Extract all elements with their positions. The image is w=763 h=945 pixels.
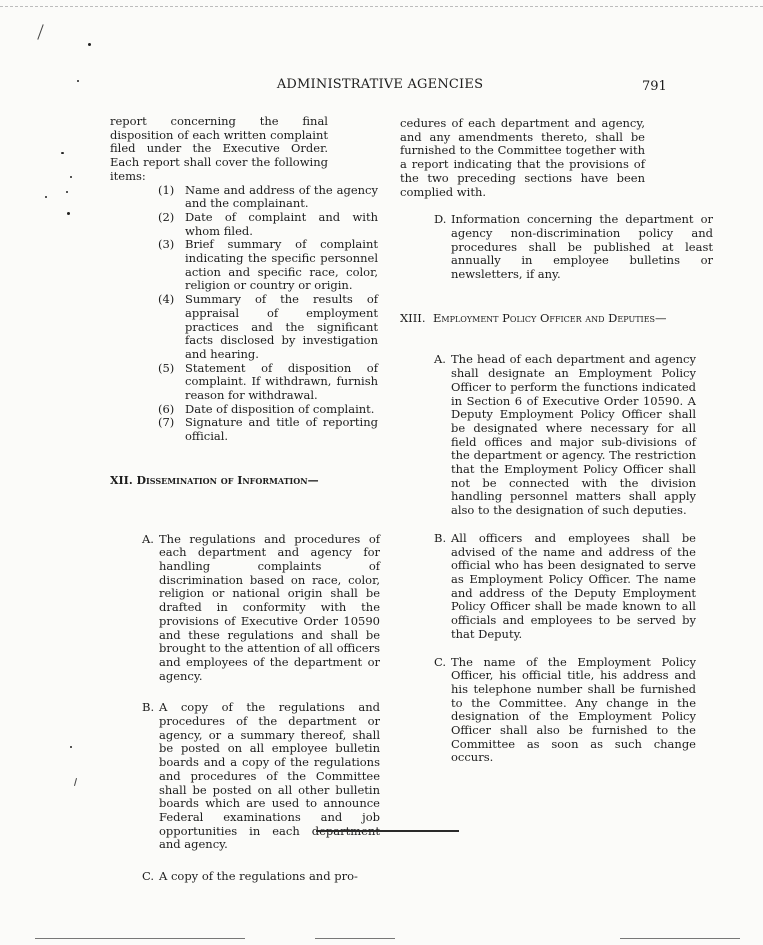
report-items-list <box>158 184 378 444</box>
scan-artifact <box>77 80 79 82</box>
bottom-scan-line <box>35 938 245 939</box>
list-item: (3) Brief summary of complaint indicating the specific personnel action and specific race, color, religion or country or origin. <box>158 237 378 293</box>
section-xii-item-b: B. A copy of the regulations and procedures of the department or agency, or a summary thereof, shall be posted on all employee bulletin boards and a copy of the regulations and procedures of the Committee shall be posted on all other bulletin boards which are used to announce Federal examinations and job opportunities in each department and agency. <box>142 700 380 852</box>
section-xii-item-d: D. Information concerning the department or agency non-discrimination policy and procedures shall be published at least annually in employee bulletins or newsletters, if any. <box>434 212 713 282</box>
page-number: 791 <box>642 79 667 94</box>
list-item: (6) Date of disposition of complaint. <box>158 401 375 416</box>
running-header: ADMINISTRATIVE AGENCIES <box>276 77 484 92</box>
scan-artifact <box>70 746 72 748</box>
report-intro-paragraph: report concerning the final disposition of each written complaint filed under the Executive Order. Each report shall cover the following items: <box>110 114 328 183</box>
list-item: (2) Date of complaint and with whom filed. <box>158 209 378 238</box>
scan-artifact <box>45 196 47 198</box>
top-dashed-edge <box>0 6 763 7</box>
continued-paragraph: cedures of each department and agency, and any amendments thereto, shall be furnished to the Committee together with a report indicating that the provisions of the two preceding sections have been complied with. <box>400 116 645 199</box>
section-xiii-items <box>434 353 696 765</box>
bottom-scan-line <box>315 938 395 939</box>
section-xii-item-c: C. A copy of the regulations and pro- <box>142 869 358 884</box>
list-item: (7) Signature and title of reporting official. <box>158 415 378 444</box>
scan-artifact <box>74 778 77 786</box>
list-item: (1) Name and address of the agency and the complainant. <box>158 182 378 211</box>
section-xiii-item-b: B. All officers and employees shall be advised of the name and address of the official who has been designated to serve as Employment Policy Officer. The name and address of the Deputy Employment Policy Officer shall be made known to all officials and employees to be served by that Deputy. <box>434 530 696 641</box>
section-xiii-item-a: A. The head of each department and agency shall designate an Employment Policy Officer to perform the functions indicated in Section 6 of Executive Order 10590. A Deputy Employment Policy Officer shall be designated where necessary for all field offices and major sub-divisions of the department or agency. The restriction that the Employment Policy Officer shall not be connected with the division handling personnel matters shall apply also to the designation of such deputies. <box>434 352 696 518</box>
section-xiii-heading: XIII. Employment Policy Officer and Deputies— <box>400 310 667 325</box>
scan-artifact <box>67 212 70 215</box>
right-column <box>400 116 713 765</box>
section-xii-heading: XII. Dissemination of Information— <box>110 473 319 487</box>
scan-artifact <box>61 152 64 154</box>
section-xiii-item-c: C. The name of the Employment Policy Officer, his official title, his address and his telephone number shall be furnished to the Committee. Any change in the designation of the Employment Policy Officer shall also be furnished to the Committee as soon as such change occurs. <box>434 654 696 765</box>
left-column <box>110 115 380 884</box>
footer-rule <box>316 830 459 832</box>
list-item: (4) Summary of the results of appraisal of employment practices and the significant facts disclosed by investigation and hearing. <box>158 292 378 361</box>
scan-artifact <box>88 43 91 46</box>
scan-artifact <box>37 24 43 39</box>
section-xii-item-a: A. The regulations and procedures of each department and agency for handling complaints of discrimination based on race, color, religion or national origin shall be drafted in conformity with the provisions of Executive Order 10590 and these regulations and shall be brought to the attention of all officers and employees of the department or agency. <box>142 531 380 683</box>
bottom-scan-line <box>620 938 740 939</box>
scan-artifact <box>70 176 72 178</box>
scan-artifact <box>66 191 68 193</box>
list-item: (5) Statement of disposition of complaint. If withdrawn, furnish reason for withdrawal. <box>158 360 378 403</box>
